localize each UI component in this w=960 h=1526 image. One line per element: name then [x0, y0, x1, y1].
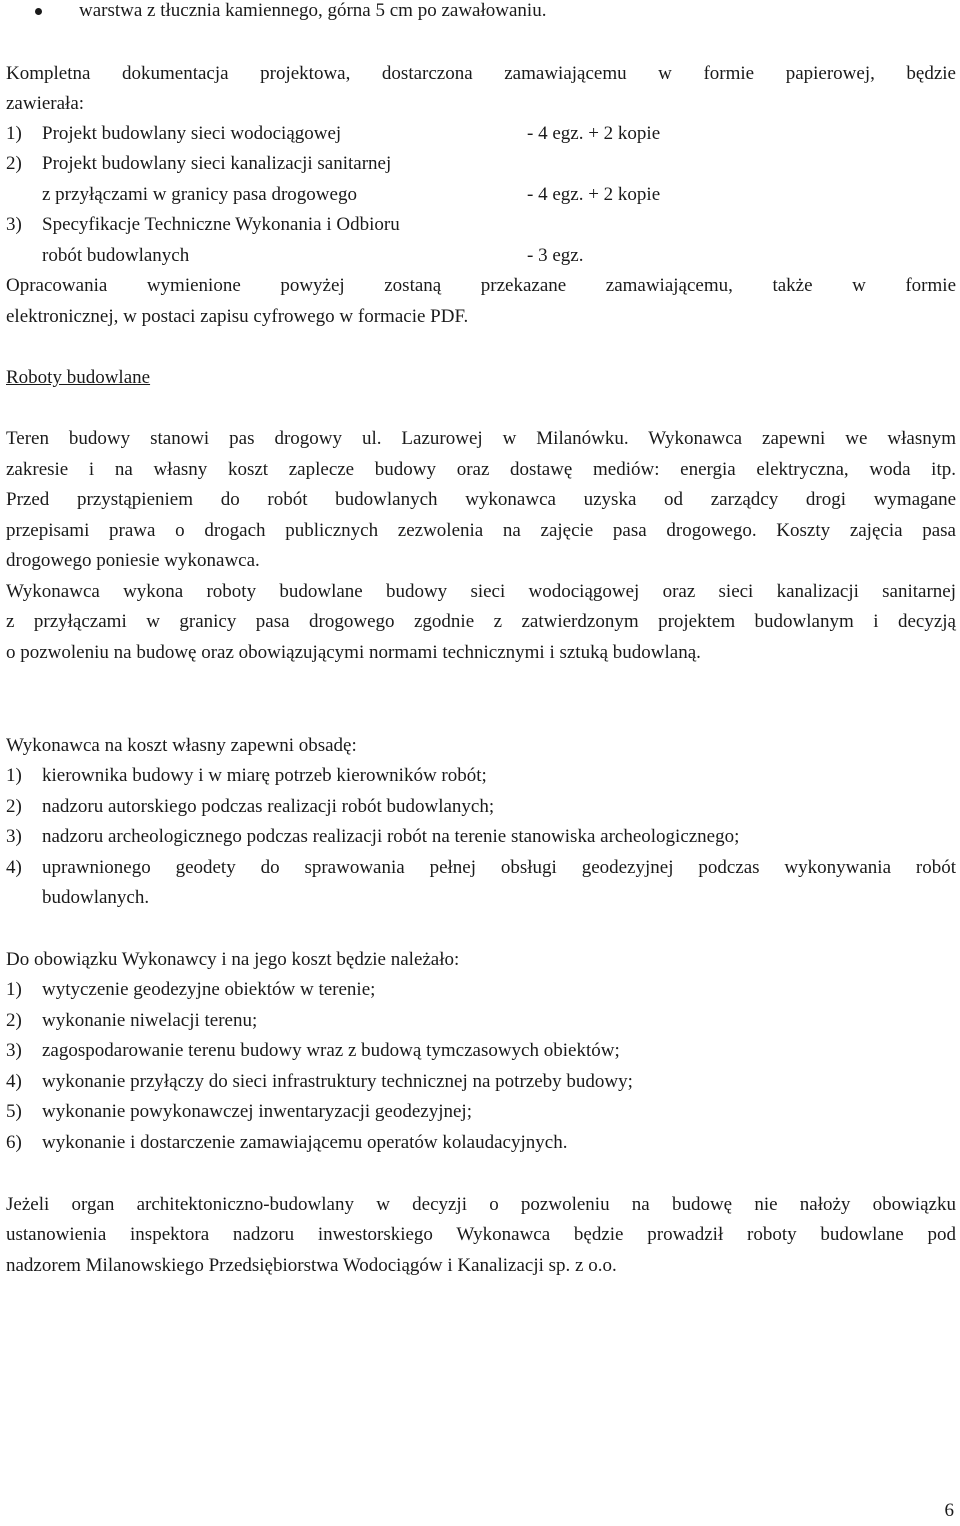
copies-count: - 3 egz. [527, 245, 584, 266]
list-text: wykonanie przyłączy do sieci infrastruktury technicznej na potrzeby budowy; [42, 1071, 633, 1092]
staff-list-item [6, 822, 956, 852]
list-text: z przyłączami w granicy pasa drogowego [42, 184, 357, 205]
list-text: uprawnionego geodety do sprawowania pełnej obsługi geodezyjnej podczas wykonywania robót [42, 857, 956, 878]
list-text: wytyczenie geodezyjne obiektów w terenie; [42, 979, 376, 1000]
list-number: 1) [6, 765, 22, 786]
list-text: wykonanie i dostarczenie zamawiającemu operatów kolaudacyjnych. [42, 1132, 568, 1153]
list-number: 2) [6, 153, 22, 174]
works-para-line: z przyłączami w granicy pasa drogowego zgodnie z zatwierdzonym projektem budowlanym i decyzją [6, 611, 956, 632]
list-number: 5) [6, 1101, 22, 1122]
list-text: Projekt budowlany sieci wodociągowej [42, 123, 342, 144]
docs-list-item [6, 119, 956, 149]
docs-list-item [6, 180, 956, 210]
list-number: 1) [6, 979, 22, 1000]
pdf-note-line: elektronicznej, w postaci zapisu cyfrowego w formacie PDF. [6, 306, 469, 327]
docs-list-item [6, 149, 956, 179]
list-text: nadzoru archeologicznego podczas realizacji robót na terenie stanowiska archeologicznego; [42, 826, 740, 847]
docs-list-item [6, 241, 956, 271]
staff-list-item [6, 761, 956, 791]
list-number: 4) [6, 1071, 22, 1092]
works-para-line: o pozwoleniu na budowę oraz obowiązującymi normami technicznymi i sztuką budowlaną. [6, 642, 701, 663]
list-number: 3) [6, 214, 22, 235]
list-number: 2) [6, 796, 22, 817]
works-para-line: Teren budowy stanowi pas drogowy ul. Lazurowej w Milanówku. Wykonawca zapewni we własnym [6, 428, 956, 449]
list-number: 6) [6, 1132, 22, 1153]
list-number: 2) [6, 1010, 22, 1031]
list-text: budowlanych. [42, 887, 150, 908]
staff-intro: Wykonawca na koszt własny zapewni obsadę: [6, 735, 357, 756]
list-text: Specyfikacje Techniczne Wykonania i Odbioru [42, 214, 400, 235]
list-number: 4) [6, 857, 22, 878]
docs-list-item [6, 210, 956, 240]
staff-list-item [6, 883, 956, 913]
bullet-icon [35, 8, 42, 15]
list-text: wykonanie powykonawczej inwentaryzacji geodezyjnej; [42, 1101, 472, 1122]
list-text: kierownika budowy i w miarę potrzeb kierowników robót; [42, 765, 487, 786]
staff-list-item [6, 853, 956, 883]
list-number: 3) [6, 826, 22, 847]
list-text: zagospodarowanie terenu budowy wraz z budową tymczasowych obiektów; [42, 1040, 620, 1061]
copies-count: - 4 egz. + 2 kopie [527, 184, 661, 205]
pdf-note-line: Opracowania wymienione powyżej zostaną przekazane zamawiającemu, także w formie [6, 275, 956, 296]
duties-list-item [6, 975, 956, 1005]
copies-count: - 4 egz. + 2 kopie [527, 123, 661, 144]
section-heading: Roboty budowlane [6, 367, 151, 388]
duties-list-item [6, 1006, 956, 1036]
duties-list-item [6, 1067, 956, 1097]
list-text: wykonanie niwelacji terenu; [42, 1010, 258, 1031]
bullet-item [6, 0, 956, 26]
docs-intro-line: Kompletna dokumentacja projektowa, dostarczona zamawiającemu w formie papierowej, będzie [6, 63, 956, 84]
works-para-line: zakresie i na własny koszt zaplecze budowy oraz dostawę mediów: energia elektryczna, woda itp. [6, 459, 956, 480]
list-number: 1) [6, 123, 22, 144]
works-para-line: przepisami prawa o drogach publicznych zezwolenia na zajęcie pasa drogowego. Koszty zajęcia pasa [6, 520, 956, 541]
works-para-line: Przed przystąpieniem do robót budowlanych wykonawca uzyska od zarządcy drogi wymagane [6, 489, 956, 510]
duties-list-item [6, 1036, 956, 1066]
duties-list-item [6, 1128, 956, 1158]
duties-list-item [6, 1097, 956, 1127]
list-text: nadzoru autorskiego podczas realizacji robót budowlanych; [42, 796, 495, 817]
duties-intro: Do obowiązku Wykonawcy i na jego koszt będzie należało: [6, 949, 460, 970]
staff-list-item [6, 792, 956, 822]
page-number: 6 [944, 1500, 954, 1521]
bullet-text: warstwa z tłucznia kamiennego, górna 5 cm po zawałowaniu. [79, 0, 547, 21]
list-text: robót budowlanych [42, 245, 190, 266]
list-number: 3) [6, 1040, 22, 1061]
works-para-line: drogowego poniesie wykonawca. [6, 550, 260, 571]
list-text: Projekt budowlany sieci kanalizacji sanitarnej [42, 153, 392, 174]
works-para-line: Wykonawca wykona roboty budowlane budowy sieci wodociągowej oraz sieci kanalizacji sanitarnej [6, 581, 956, 602]
docs-intro-line: zawierała: [6, 93, 85, 114]
final-para-line: Jeżeli organ architektoniczno-budowlany w decyzji o pozwoleniu na budowę nie nałoży obowiązku [6, 1194, 956, 1215]
final-para-line: nadzorem Milanowskiego Przedsiębiorstwa Wodociągów i Kanalizacji sp. z o.o. [6, 1255, 617, 1276]
final-para-line: ustanowienia inspektora nadzoru inwestorskiego Wykonawca będzie prowadził roboty budowlane pod [6, 1224, 956, 1245]
